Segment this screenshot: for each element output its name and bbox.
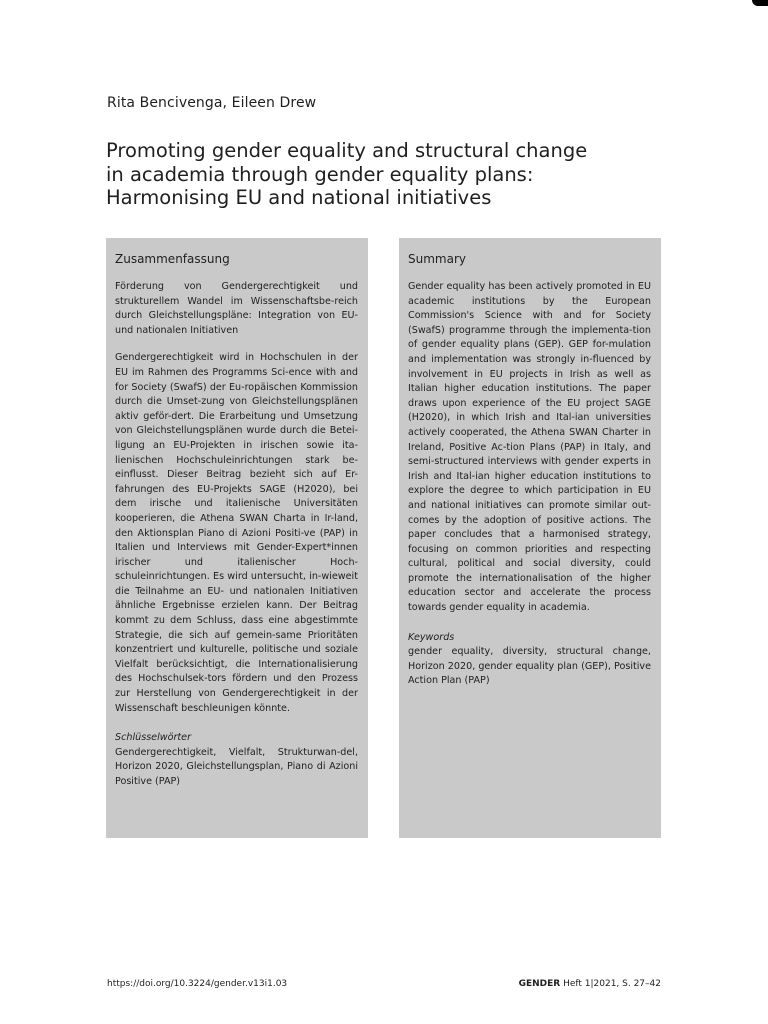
- keywords-heading-en: Keywords: [408, 631, 455, 643]
- german-abstract-box: [106, 238, 368, 838]
- journal-citation: [519, 979, 661, 989]
- doi-link[interactable]: https://doi.org/10.3224/gender.v13i1.03: [107, 979, 288, 989]
- summary-body: Gender equality has been actively promoted in EU academic institutions by the European Commission's Science with and for Society (SwafS) programme through the implementa-tion of gender equality plans (GEP). GEP for-mulation and implementation was strongly in-fluenced by involvement in EU projects in Irish as well as Italian higher education institutions. The paper draws upon experience of the EU project SAGE (H2020), in which Irish and Ital-ian universities actively cooperated, the Athena SWAN Charter in Ireland, Positive Ac-tion Plans (PAP) in Italy, and semi-structured interviews with gender experts in Irish and Ital-ian higher education institutions to explore the degree to which participation in EU and national initiatives can promote similar out-comes by the adoption of positive actions. The paper concludes that a harmonised strategy, focusing on common priorities and respecting cultural, political and social diversity, could promote the internationalisation of the higher education sector and accelerate the process towards gender equality in academia.: [408, 281, 651, 614]
- abstract-subtitle-de: Förderung von Gendergerechtigkeit und strukturellem Wandel im Wissenschaftsbe-reich durch Gleichstellungspläne: Integration von EU- und nationalen Initiativen: [115, 281, 358, 336]
- authors: Rita Bencivenga, Eileen Drew: [107, 95, 317, 111]
- keywords-de: Gendergerechtigkeit, Vielfalt, Strukturwan-del, Horizon 2020, Gleichstellungsplan, Piano di Azioni Positive (PAP): [115, 746, 358, 787]
- journal-name: GENDER: [518, 979, 561, 989]
- english-summary-box: [399, 238, 661, 838]
- issue-info: Heft 1|2021, S. 27–42: [563, 979, 661, 989]
- article-title: [106, 139, 666, 210]
- abstract-heading-de: Zusammenfassung: [115, 252, 230, 266]
- keywords-en: gender equality, diversity, structural change, Horizon 2020, gender equality plan (GEP), Positive Action Plan (PAP): [408, 646, 651, 687]
- keywords-heading-de: Schlüsselwörter: [115, 732, 192, 744]
- abstract-body-de: Gendergerechtigkeit wird in Hochschulen in der EU im Rahmen des Programms Sci-ence with and for Society (SwafS) der Eu-ropäischen Kommission durch die Umset-zung von Gleichstellungsplänen aktiv geför-dert. Die Erarbeitung und Umsetzung von Gleichstellungsplänen wurde durch die Betei-ligung an EU-Projekten in irischen sowie ita-lienischen Hochschuleinrichtungen stark be-einflusst. Dieser Beitrag bezieht sich auf Er-fahrungen des EU-Projekts SAGE (H2020), bei dem irische und italienische Universitäten kooperieren, die Athena SWAN Charta in Ir-land, den Aktionsplan Piano di Azioni Positi-ve (PAP) in Italien und Interviews mit Gender-Expert*innen irischer und italienischer Hoch-schuleinrichtungen. Es wird untersucht, in-wieweit die Teilnahme an EU- und nationalen Initiativen ähnliche Ergebnisse erzielen kann. Der Beitrag kommt zu dem Schluss, dass eine abgestimmte Strategie, die sich auf gemein-same Prioritäten konzentriert und kulturelle, politische und soziale Vielfalt berücksichtigt, die Internationalisierung des Hochschulsek-tors fördern und den Prozess zur Herstellung von Gendergerechtigkeit in der Wissenschaft beschleunigen könnte.: [115, 352, 358, 714]
- title-line: Harmonising EU and national initiatives: [106, 186, 492, 209]
- title-line: in academia through gender equality plans:: [106, 162, 534, 186]
- page-corner-mark: [752, 0, 768, 6]
- title-line: Promoting gender equality and structural change: [106, 139, 588, 162]
- summary-heading: Summary: [408, 252, 466, 266]
